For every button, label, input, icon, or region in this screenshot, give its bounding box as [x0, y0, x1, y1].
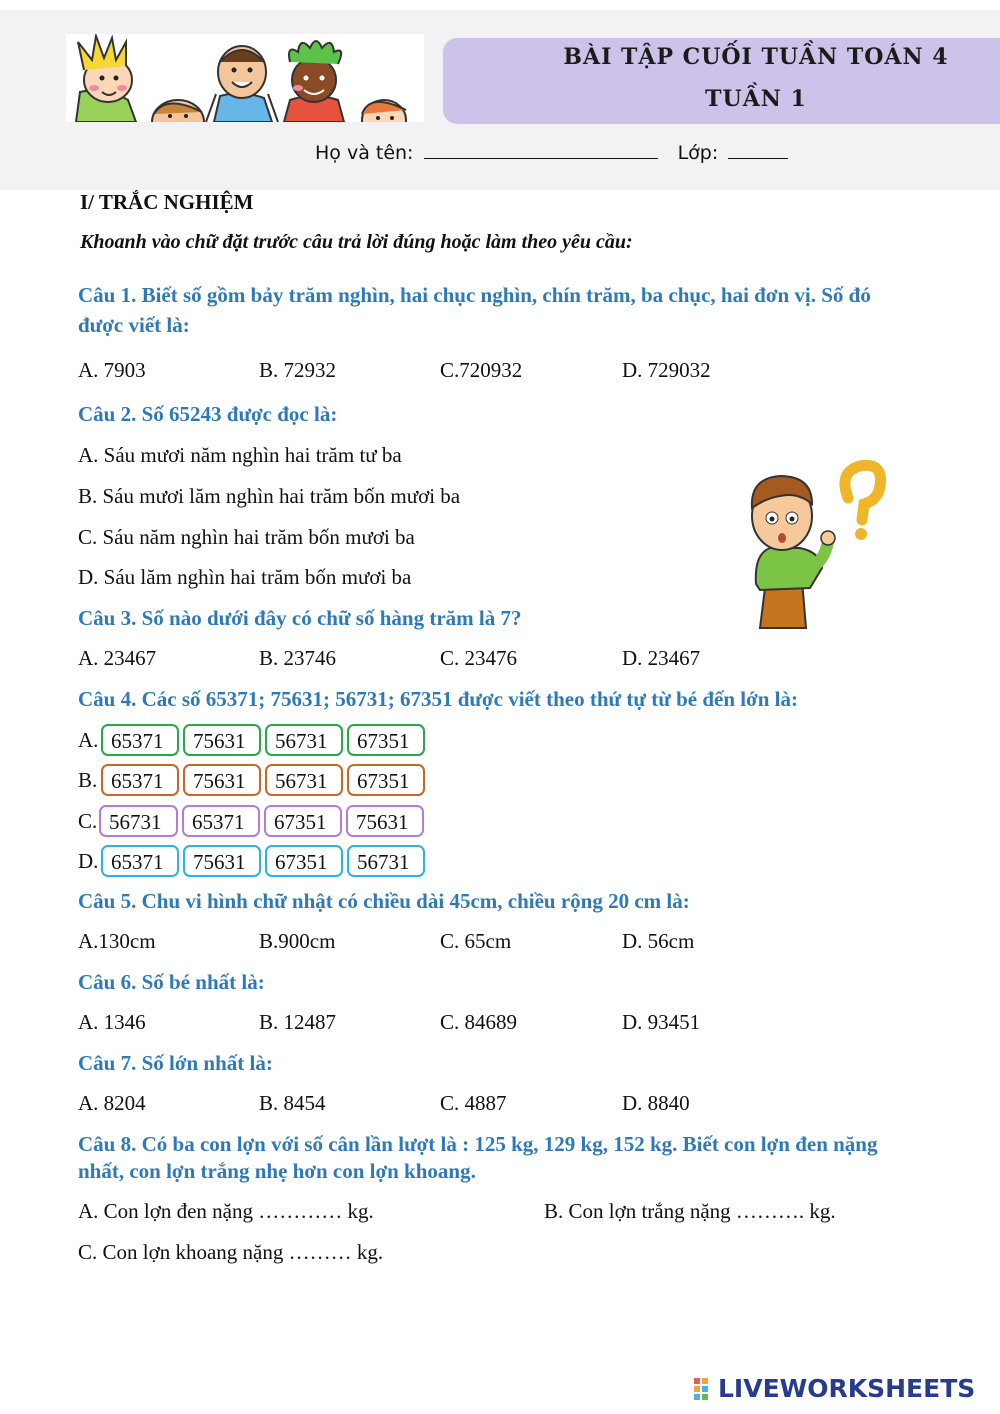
class-field[interactable] [728, 140, 788, 159]
q4-option-c[interactable] [78, 809, 438, 839]
instruction-text: Khoanh vào chữ đặt trước câu trả lời đúng hoặc làm theo yêu cầu: [80, 231, 633, 253]
q4-a-number-3: 56731 [265, 724, 343, 756]
question-8-line-2: nhất, con lợn trắng nhẹ hơn con lợn khoang. [78, 1159, 476, 1183]
week-label: TUẦN 1 [705, 86, 807, 112]
q4-d-number-2: 75631 [183, 845, 261, 877]
name-field[interactable] [424, 140, 658, 159]
q1-option-c[interactable]: C.720932 [440, 358, 523, 382]
q4-d-number-3: 67351 [265, 845, 343, 877]
q4-d-number-1: 65371 [101, 845, 179, 877]
q4-a-number-4: 67351 [347, 724, 425, 756]
q7-option-c[interactable]: C. 4887 [440, 1091, 507, 1115]
question-4: Câu 4. Các số 65371; 75631; 56731; 67351 được viết theo thứ tự từ bé đến lớn là: [78, 687, 798, 711]
class-label: Lớp: [677, 142, 719, 164]
q4-c-number-3: 67351 [264, 805, 342, 837]
q1-option-d[interactable]: D. 729032 [622, 358, 711, 382]
kid-orange-hair-icon [362, 100, 406, 122]
q8-option-c[interactable]: C. Con lợn khoang nặng ……… kg. [78, 1240, 384, 1264]
logo-text: LIVEWORKSHEETS [718, 1374, 976, 1403]
q4-option-d-letter: D. [78, 849, 99, 873]
q8-option-a[interactable]: A. Con lợn đen nặng ………… kg. [78, 1199, 374, 1223]
q5-option-d[interactable]: D. 56cm [622, 929, 695, 953]
q2-option-d[interactable]: D. Sáu lăm nghìn hai trăm bốn mươi ba [78, 565, 412, 589]
question-1-line-2: được viết là: [78, 313, 190, 337]
q5-option-b[interactable]: B.900cm [259, 929, 336, 953]
q4-b-number-2: 75631 [183, 764, 261, 796]
q6-option-d[interactable]: D. 93451 [622, 1010, 701, 1034]
q5-option-c[interactable]: C. 65cm [440, 929, 512, 953]
question-5: Câu 5. Chu vi hình chữ nhật có chiều dài 45cm, chiều rộng 20 cm là: [78, 889, 690, 913]
q6-option-a[interactable]: A. 1346 [78, 1010, 146, 1034]
question-1-line-1: Câu 1. Biết số gồm bảy trăm nghìn, hai chục nghìn, chín trăm, ba chục, hai đơn vị. Số đó [78, 283, 871, 307]
q3-option-d[interactable]: D. 23467 [622, 646, 701, 670]
q4-c-number-2: 65371 [182, 805, 260, 837]
student-info-line [315, 140, 788, 164]
kids-illustration [66, 34, 424, 122]
q3-option-a[interactable]: A. 23467 [78, 646, 157, 670]
q4-b-number-1: 65371 [101, 764, 179, 796]
q2-option-a[interactable]: A. Sáu mươi năm nghìn hai trăm tư ba [78, 443, 402, 467]
q3-option-b[interactable]: B. 23746 [259, 646, 337, 670]
q7-option-b[interactable]: B. 8454 [259, 1091, 326, 1115]
q4-b-number-4: 67351 [347, 764, 425, 796]
q8-option-b[interactable]: B. Con lợn trắng nặng ………. kg. [544, 1199, 836, 1223]
q4-option-b[interactable] [78, 768, 438, 798]
thinking-boy-icon [740, 458, 890, 638]
q2-option-b[interactable]: B. Sáu mươi lăm nghìn hai trăm bốn mươi ba [78, 484, 461, 508]
q4-option-b-letter: B. [78, 768, 98, 792]
question-2: Câu 2. Số 65243 được đọc là: [78, 402, 338, 426]
q4-c-number-4: 75631 [346, 805, 424, 837]
q1-option-b[interactable]: B. 72932 [259, 358, 337, 382]
q4-option-c-letter: C. [78, 809, 98, 833]
q1-option-a[interactable]: A. 7903 [78, 358, 146, 382]
liveworksheets-grid-icon [694, 1378, 716, 1404]
q4-a-number-2: 75631 [183, 724, 261, 756]
question-8-line-1: Câu 8. Có ba con lợn với số cân lần lượt là : 125 kg, 129 kg, 152 kg. Biết con lợn đen nặng [78, 1132, 878, 1156]
q4-option-a-letter: A. [78, 728, 99, 752]
q4-a-number-1: 65371 [101, 724, 179, 756]
q7-option-d[interactable]: D. 8840 [622, 1091, 690, 1115]
q4-option-a[interactable] [78, 728, 438, 758]
q6-option-c[interactable]: C. 84689 [440, 1010, 518, 1034]
q4-d-number-4: 56731 [347, 845, 425, 877]
question-3: Câu 3. Số nào dưới đây có chữ số hàng trăm là 7? [78, 606, 522, 630]
q3-option-c[interactable]: C. 23476 [440, 646, 518, 670]
question-7: Câu 7. Số lớn nhất là: [78, 1051, 273, 1075]
name-label: Họ và tên: [315, 142, 414, 164]
q4-option-d[interactable] [78, 849, 438, 879]
q2-option-c[interactable]: C. Sáu năm nghìn hai trăm bốn mươi ba [78, 525, 415, 549]
q4-b-number-3: 56731 [265, 764, 343, 796]
section-heading: I/ TRẮC NGHIỆM [80, 190, 254, 214]
q5-option-a[interactable]: A.130cm [78, 929, 156, 953]
kids-drawing [66, 34, 424, 122]
kid-green-hair-icon [284, 41, 344, 122]
question-6: Câu 6. Số bé nhất là: [78, 970, 265, 994]
q7-option-a[interactable]: A. 8204 [78, 1091, 146, 1115]
kid-peeking-icon [152, 100, 204, 122]
kid-yellow-hair-icon [76, 36, 136, 122]
kid-blue-shirt-icon [206, 46, 278, 122]
q6-option-b[interactable]: B. 12487 [259, 1010, 337, 1034]
worksheet-title: BÀI TẬP CUỐI TUẦN TOÁN 4 [563, 44, 949, 70]
title-box [443, 38, 1000, 124]
q4-c-number-1: 56731 [99, 805, 178, 837]
